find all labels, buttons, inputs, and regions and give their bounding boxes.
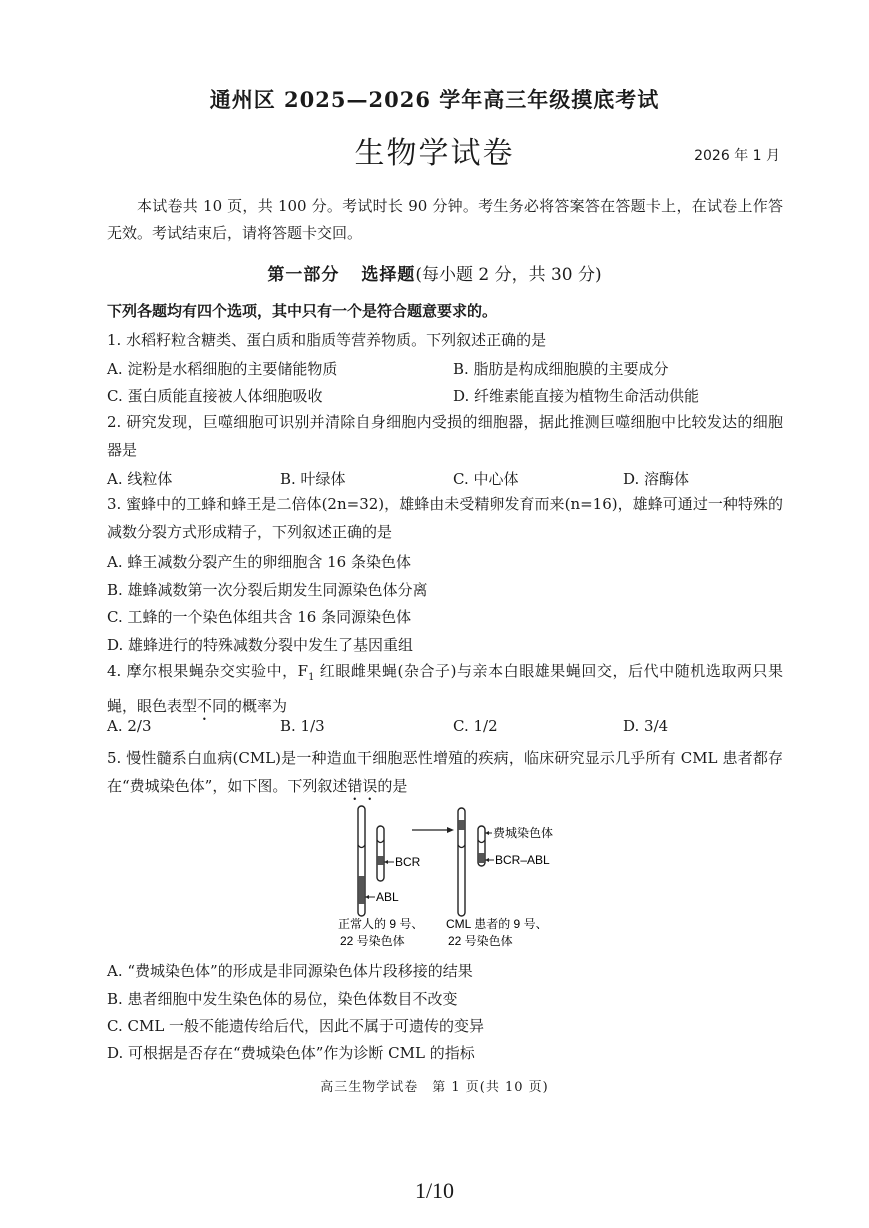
section-heading: [0, 260, 869, 285]
label-abl: ABL: [376, 890, 399, 904]
label-bcr-abl: BCR–ABL: [495, 853, 550, 867]
q5-stem-part: 5. 慢性髓系白血病(CML)是一种造血干细胞恶性增殖的疾病，临床研究显示几乎所有 CML 患者都存在“费城染色体”，如下图。下列叙述: [107, 749, 783, 795]
question-1-options: [107, 358, 783, 384]
page-footer: 高三生物学试卷 第 1 页(共 10 页): [320, 1080, 549, 1095]
option-3a: A. 蜂王减数分裂产生的卵细胞含 16 条染色体: [107, 553, 411, 571]
label-philadelphia: 费城染色体: [493, 826, 554, 840]
option-1d: D. 纤维素能直接为植物生命活动供能: [453, 387, 700, 405]
question-4-stem: [107, 657, 783, 724]
question-5-stem: [107, 744, 783, 804]
caption-cml-line1: CML 患者的 9 号、: [446, 917, 548, 931]
option-4a: A. 2/3: [107, 717, 152, 735]
option-4c: C. 1/2: [453, 717, 498, 735]
q4-emphasis: 不: [197, 697, 213, 715]
q4-stem-part: 同的概率为: [212, 697, 288, 715]
section-note: (每小题 2 分，共 30 分): [415, 265, 602, 285]
option-3b: B. 雄蜂减数第一次分裂后期发生同源染色体分离: [107, 581, 428, 599]
option-2d: D. 溶酶体: [623, 470, 690, 488]
section-instruction: 下列各题均有四个选项，其中只有一个是符合题意要求的。: [107, 302, 498, 320]
q5-emphasis: 错误: [347, 777, 378, 795]
q4-stem-part: 红眼雌果蝇(杂合子)与亲本白眼雄果蝇回交，后代中随机选取两只果蝇，眼色表型: [107, 662, 783, 715]
abl-region: [359, 876, 365, 904]
option-3c: C. 工蜂的一个染色体组共含 16 条同源染色体: [107, 608, 412, 626]
option-5d: D. 可根据是否存在“费城染色体”作为诊断 CML 的指标: [107, 1044, 475, 1062]
caption-cml-line2: 22 号染色体: [448, 934, 513, 948]
exam-subtitle: 生物学试卷: [354, 136, 515, 171]
option-2b: B. 叶绿体: [280, 470, 346, 488]
exam-title: 通州区 2025—2026 学年高三年级摸底考试: [209, 87, 660, 112]
question-3-stem: 3. 蜜蜂中的工蜂和蜂王是二倍体(2n=32)，雄蜂由未受精卵发育而来(n=16)，雄蜂可通过一种特殊的减数分裂方式形成精子，下列叙述正确的是: [107, 495, 783, 541]
option-4d: D. 3/4: [623, 717, 669, 735]
option-2c: C. 中心体: [453, 470, 519, 488]
caption-normal-line2: 22 号染色体: [340, 934, 405, 948]
chromosome-figure: [320, 800, 580, 960]
bcr-region: [378, 856, 384, 865]
exam-date: 2026 年 1 月: [694, 148, 780, 164]
normal-chromosome-22: [377, 826, 384, 881]
option-3d: D. 雄蜂进行的特殊减数分裂中发生了基因重组: [107, 636, 414, 654]
option-5c: C. CML 一般不能遗传给后代，因此不属于可遗传的变异: [107, 1017, 485, 1035]
question-2-stem: 2. 研究发现，巨噬细胞可识别并清除自身细胞内受损的细胞器，据此推测巨噬细胞中比较发达的细胞器是: [107, 413, 783, 459]
question-1-stem: 1. 水稻籽粒含糖类、蛋白质和脂质等营养物质。下列叙述正确的是: [107, 331, 547, 349]
option-1b: B. 脂肪是构成细胞膜的主要成分: [453, 360, 669, 378]
question-4-options: [107, 717, 783, 743]
exam-instructions: 本试卷共 10 页，共 100 分。考试时长 90 分钟。考生务必将答案答在答题卡上，在试卷上作答无效。考试结束后，请将答题卡交回。: [107, 197, 783, 242]
section-part: 第一部分: [267, 265, 340, 285]
section-name: 选择题: [361, 265, 416, 285]
q4-stem-part: 4. 摩尔根果蝇杂交实验中，F: [107, 662, 309, 680]
option-5b: B. 患者细胞中发生染色体的易位，染色体数目不改变: [107, 990, 458, 1008]
option-1a: A. 淀粉是水稻细胞的主要储能物质: [107, 360, 338, 378]
label-bcr: BCR: [395, 855, 421, 869]
page-indicator: 1/10: [414, 1178, 455, 1203]
q4-subscript: 1: [308, 672, 315, 683]
option-5a: A. “费城染色体”的形成是非同源染色体片段移接的结果: [107, 962, 473, 980]
q5-stem-part: 的是: [377, 777, 408, 795]
option-2a: A. 线粒体: [107, 470, 173, 488]
caption-normal-line1: 正常人的 9 号、: [338, 917, 424, 931]
option-1c: C. 蛋白质能直接被人体细胞吸收: [107, 387, 323, 405]
option-4b: B. 1/3: [280, 717, 325, 735]
